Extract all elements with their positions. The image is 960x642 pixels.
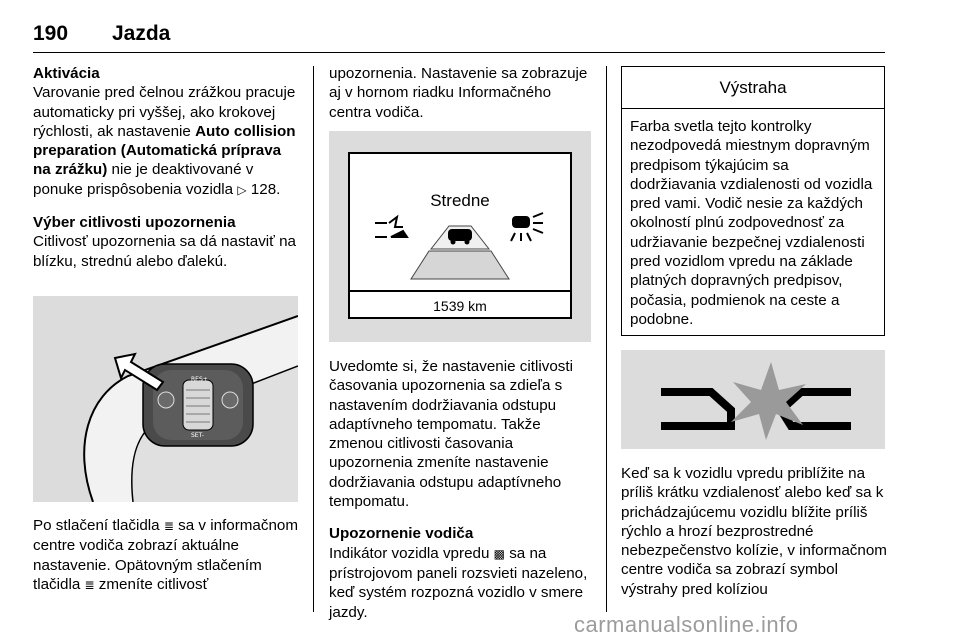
column-2-bottom xyxy=(329,357,595,622)
paragraph-collision-warning: Keď sa k vozidlu vpredu priblížite na príliš krátku vzdialenosť alebo keď sa k prichádzajúcemu vozidlu blížite príliš rýchlo a hrozí bezprostredné nebezpečenstvo kolízie, v informačnom centre vodiča sa zobrazí symbol výstrahy pred kolíziou xyxy=(621,465,887,598)
page-header xyxy=(33,22,885,53)
warning-box xyxy=(621,66,885,336)
column-3-bottom xyxy=(621,464,887,599)
paragraph-acc-shared: Uvedomte si, že nastavenie citlivosti časovania upozornenia sa zdieľa s nastavením dodržiavania odstupu adaptívneho tempomatu. Takže zmenou citlivosti časovania upozornenia zmeníte nastavenie dodržiavania odstupu adaptívneho tempomatu. xyxy=(329,358,573,511)
vehicle-ahead-icon: ▩ xyxy=(493,546,505,561)
paragraph-button-press: Po stlačení tlačidla ≣ sa v informačnom centre vodiča zobrazí aktuálne nastavenie. Opätovným stlačením tlačidla ≣ zmeníte citlivosť xyxy=(33,517,298,593)
warning-title: Výstraha xyxy=(622,67,884,109)
display-illustration xyxy=(329,131,591,342)
paragraph-driver-alert: Indikátor vozidla vpredu ▩ sa na prístrojovom paneli rozsvieti nazeleno, keď systém rozpozná vozidlo v smere jazdy. xyxy=(329,544,588,621)
set-label: SET- xyxy=(191,432,204,439)
distance-button-icon: ≣ xyxy=(163,519,174,533)
collision-warning-figure xyxy=(621,350,885,449)
heading-sensitivity: Výber citlivosti upozornenia xyxy=(33,214,236,232)
res-label: RES+ xyxy=(191,376,208,383)
chapter-title: Jazda xyxy=(112,22,171,45)
paragraph-sensitivity: Citlivosť upozornenia sa dá nastaviť na blízku, strednú alebo ďalekú. xyxy=(33,233,296,270)
paragraph-activation: Varovanie pred čelnou zrážkou pracuje automaticky pri vyššej, ako krokovej rýchlosti, ak nastavenie Auto collision preparation (Automatická príprava na zrážku) nie je deaktivované v ponuke prispôsobenia vozidla ▷ 128. xyxy=(33,84,296,198)
page-reference-icon: ▷ xyxy=(237,182,247,197)
setting-name: Auto collision preparation (Automatická príprava na zrážku) xyxy=(33,122,296,179)
column-divider xyxy=(313,66,314,612)
paragraph-display-intro: upozornenia. Nastavenie sa zobrazuje aj v hornom riadku Informačného centra vodiča. xyxy=(329,65,588,121)
warning-text: Farba svetla tejto kontrolky nezodpovedá miestnym dopravným predpisom týkajúcim sa dodržiavania vzdialenosti od vozidla pred vami. Vodič nesie za každých okolností plnú zodpovednosť za udržiavanie bezpečnej vzdialenosti pred vozidlom vpredu na základe platných dopravných predpisov, počasia, podmienok na ceste a podobne. xyxy=(630,118,873,328)
driver-info-display-figure xyxy=(329,131,591,342)
column-2 xyxy=(329,64,595,122)
heading-activation: Aktivácia xyxy=(33,65,100,82)
sensitivity-label: Stredne xyxy=(430,191,490,210)
distance-button-icon: ≣ xyxy=(84,577,95,592)
page-reference: 128. xyxy=(250,180,281,198)
column-1 xyxy=(33,64,299,271)
page-number: 190 xyxy=(33,22,69,45)
steering-wheel-illustration xyxy=(33,296,298,502)
collision-illustration xyxy=(621,350,885,449)
steering-wheel-figure xyxy=(33,296,298,502)
heading-driver-alert: Upozornenie vodiča xyxy=(329,525,474,543)
column-1-bottom xyxy=(33,516,299,595)
column-divider xyxy=(606,66,607,612)
odometer-reading: 1539 km xyxy=(433,298,487,314)
watermark: carmanualsonline.info xyxy=(574,612,799,637)
